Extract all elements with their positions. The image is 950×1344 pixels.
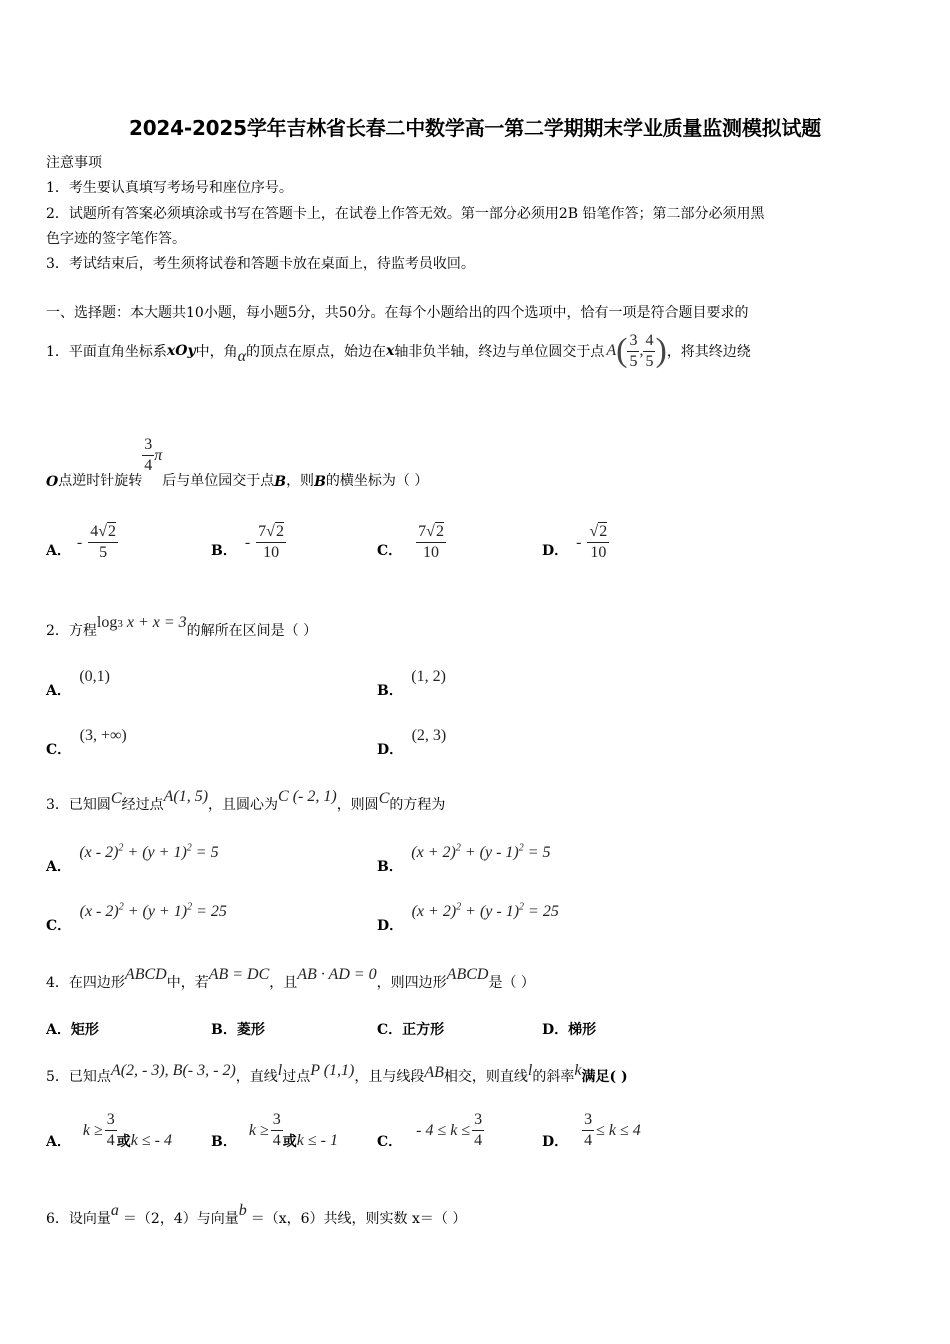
q1-option-d[interactable]: D． - $\frac{√2}{10}$ bbox=[542, 523, 608, 561]
q5-option-c[interactable]: C． - 4 ≤ k ≤ $\frac{3}{4}$ bbox=[377, 1111, 483, 1150]
page-title: 2024-2025学年吉林省长春二中数学高一第二学期期末学业质量监测模拟试题 bbox=[128, 116, 822, 140]
question-1-stem: 1． 平面直角坐标系 xOy 中，角 α 的顶点在原点，始边在 x 轴非负半轴，终边与单位圆交于点 A ( $\frac{3}{5}$ , $\frac{4}{5}$ ) ，将其终边绕 bbox=[46, 331, 751, 370]
q2-option-c[interactable]: C． (3, +∞) bbox=[46, 727, 127, 758]
notice-item-2-cont: 色字迹的签字笔作答。 bbox=[46, 231, 186, 247]
q3-option-a[interactable]: A． $(x - 2)^2 + (y + 1)^2 = 5$ bbox=[46, 842, 219, 875]
q3-option-c[interactable]: C． $(x - 2)^2 + (y + 1)^2 = 25$ bbox=[46, 901, 227, 934]
notice-item-3: 3．考试结束后，考生须将试卷和答题卡放在桌面上，待监考员收回。 bbox=[46, 256, 475, 272]
q3-option-d[interactable]: D． $(x + 2)^2 + (y - 1)^2 = 25$ bbox=[377, 901, 559, 934]
q4-option-c[interactable]: C．正方形 bbox=[377, 1022, 445, 1038]
q4-option-a[interactable]: A．矩形 bbox=[46, 1022, 99, 1038]
q1-option-b[interactable]: B． - $\frac{7√2}{10}$ bbox=[211, 523, 284, 561]
question-5-stem: 5． 已知点 A(2, - 3), B(- 3, - 2) ，直线 l 过点 P (1,1) ，且与线段 AB 相交，则直线 l 的斜率 k 满足( ) bbox=[46, 1062, 628, 1085]
q4-option-d[interactable]: D．梯形 bbox=[542, 1022, 597, 1038]
q2-option-a[interactable]: A． (0,1) bbox=[46, 668, 110, 699]
question-1-stem-cont: O 点逆时针旋转 $\frac{3}{4}$ π 后与单位园交于点 B ，则 B 的横坐标为（ ） bbox=[46, 436, 429, 490]
q1-number: 1． bbox=[46, 344, 69, 360]
q5-option-a[interactable]: A． k ≥ $\frac{3}{4}$ 或 k ≤ - 4 bbox=[46, 1111, 172, 1150]
question-4-stem: 4． 在四边形 ABCD 中，若 AB = DC ，且 AB · AD = 0 ，则四边形 ABCD 是（ ） bbox=[46, 966, 535, 991]
section-header: 一、选择题：本大题共10小题，每小题5分，共50分。在每个小题给出的四个选项中，恰有一项是符合题目要求的 bbox=[46, 305, 749, 321]
notice-heading: 注意事项 bbox=[46, 155, 102, 171]
q2-option-b[interactable]: B． (1, 2) bbox=[377, 668, 446, 699]
question-6-stem: 6． 设向量 a ＝（2，4）与向量 b ＝（x，6）共线，则实数 x＝（ ） bbox=[46, 1202, 467, 1227]
q4-option-b[interactable]: B．菱形 bbox=[211, 1022, 265, 1038]
q2-option-d[interactable]: D． (2, 3) bbox=[377, 727, 447, 758]
notice-item-1: 1．考生要认真填写考场号和座位序号。 bbox=[46, 180, 293, 196]
question-3-stem: 3． 已知圆 C 经过点 A(1, 5) ，且圆心为 C (- 2, 1) ，则圆 C 的方程为 bbox=[46, 788, 446, 813]
q5-option-b[interactable]: B． k ≥ $\frac{3}{4}$ 或 k ≤ - 1 bbox=[211, 1111, 338, 1150]
q1-option-c[interactable]: C． $\frac{7√2}{10}$ bbox=[377, 523, 444, 561]
notice-item-2: 2．试题所有答案必须填涂或书写在答题卡上，在试卷上作答无效。第一部分必须用2B 铅笔作答；第二部分必须用黑 bbox=[46, 206, 765, 222]
question-2-stem: 2． 方程 log 3 x + x = 3 的解所在区间是（ ） bbox=[46, 614, 318, 639]
q5-option-d[interactable]: D． $\frac{3}{4}$ ≤ k ≤ 4 bbox=[542, 1111, 641, 1150]
q1-option-a[interactable]: A． - $\frac{4√2}{5}$ bbox=[46, 523, 116, 561]
q3-option-b[interactable]: B． $(x + 2)^2 + (y - 1)^2 = 5$ bbox=[377, 842, 551, 875]
